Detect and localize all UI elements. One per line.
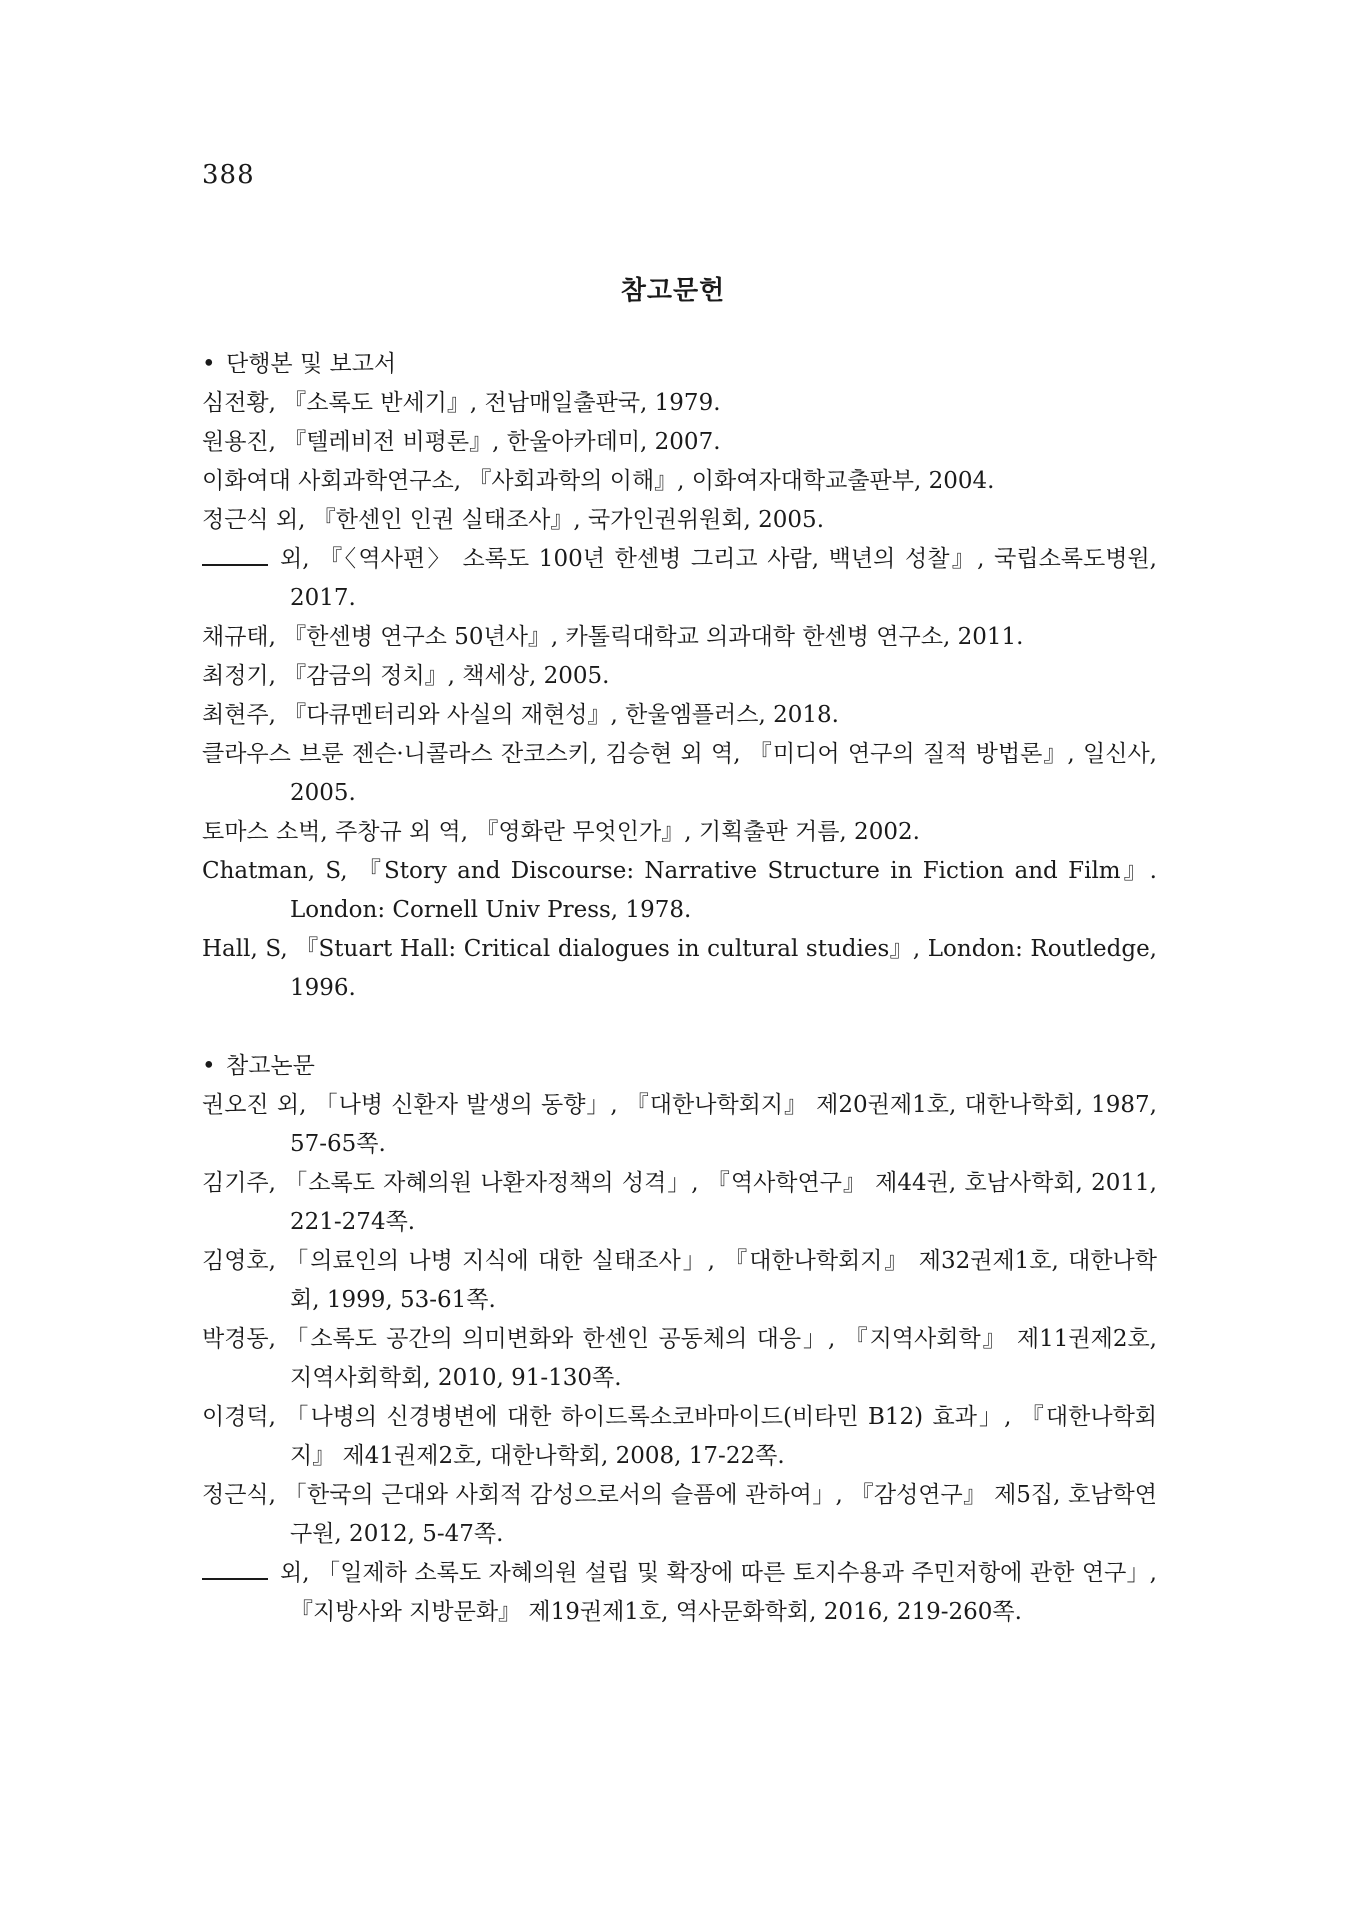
reference-text: 김영호, 「의료인의 나병 지식에 대한 실태조사」, 『대한나학회지』 제32권제1호, 대한나학회, 1999, 53-61쪽. [202, 1248, 1157, 1313]
reference-text: 박경동, 「소록도 공간의 의미변화와 한센인 공동체의 대응」, 『지역사회학』 제11권제2호, 지역사회학회, 2010, 91-130쪽. [202, 1326, 1157, 1391]
reference-text: 최정기, 『감금의 정치』, 책세상, 2005. [202, 663, 610, 689]
reference-text: 외, 「일제하 소록도 자혜의원 설립 및 확장에 따른 토지수용과 주민저항에 관한 연구」, 『지방사와 지방문화』 제19권제1호, 역사문화학회, 2016, 219-260쪽. [280, 1560, 1157, 1625]
reference-list-books [202, 384, 1157, 1008]
reference-text: 원용진, 『텔레비전 비평론』, 한울아카데미, 2007. [202, 429, 721, 455]
reference-text: Hall, S, 『Stuart Hall: Critical dialogues in cultural studies』, London: Routledge, 1996. [202, 936, 1157, 1001]
reference-text: 이경덕, 「나병의 신경병변에 대한 하이드록소코바마이드(비타민 B12) 효과」, 『대한나학회지』 제41권제2호, 대한나학회, 2008, 17-22쪽. [202, 1404, 1157, 1469]
reference-item [202, 930, 1157, 1008]
page-title: 참고문헌 [620, 276, 726, 306]
section-heading-books [202, 345, 1157, 384]
section-spacer [202, 1008, 1157, 1047]
reference-item [202, 1320, 1157, 1398]
references-content [202, 345, 1157, 1632]
reference-item [202, 1476, 1157, 1554]
reference-text: 외, 『〈역사편〉 소록도 100년 한센병 그리고 사람, 백년의 성찰』, 국립소록도병원, 2017. [280, 546, 1157, 611]
reference-item [202, 696, 1157, 735]
reference-item [202, 462, 1157, 501]
reference-item [202, 813, 1157, 852]
section-heading-papers [202, 1047, 1157, 1086]
section-papers [202, 1047, 1157, 1632]
reference-item [202, 852, 1157, 930]
same-author-dash [202, 544, 268, 566]
bullet-icon: • [202, 1053, 216, 1079]
reference-text: 정근식 외, 『한센인 인권 실태조사』, 국가인권위원회, 2005. [202, 507, 825, 533]
reference-item [202, 618, 1157, 657]
reference-text: 최현주, 『다큐멘터리와 사실의 재현성』, 한울엠플러스, 2018. [202, 702, 839, 728]
bullet-icon: • [202, 351, 216, 377]
page-number: 388 [202, 160, 255, 190]
reference-text: 김기주, 「소록도 자혜의원 나환자정책의 성격」, 『역사학연구』 제44권, 호남사학회, 2011, 221-274쪽. [202, 1170, 1157, 1235]
reference-item [202, 1086, 1157, 1164]
reference-item [202, 501, 1157, 540]
reference-item [202, 540, 1157, 618]
reference-text: 정근식, 「한국의 근대와 사회적 감성으로서의 슬픔에 관하여」, 『감성연구』 제5집, 호남학연구원, 2012, 5-47쪽. [202, 1482, 1157, 1547]
reference-item [202, 735, 1157, 813]
reference-item [202, 1242, 1157, 1320]
reference-text: 권오진 외, 「나병 신환자 발생의 동향」, 『대한나학회지』 제20권제1호, 대한나학회, 1987, 57-65쪽. [202, 1092, 1157, 1157]
section-heading-label: 참고논문 [226, 1053, 315, 1079]
reference-text: Chatman, S, 『Story and Discourse: Narrative Structure in Fiction and Film』. London: Cornell Univ Press, 1978. [202, 858, 1157, 923]
reference-text: 심전황, 『소록도 반세기』, 전남매일출판국, 1979. [202, 390, 721, 416]
reference-item [202, 1554, 1157, 1632]
reference-item [202, 1398, 1157, 1476]
reference-text: 클라우스 브룬 젠슨·니콜라스 잔코스키, 김승현 외 역, 『미디어 연구의 질적 방법론』, 일신사, 2005. [202, 741, 1157, 806]
same-author-dash [202, 1558, 268, 1580]
section-books [202, 345, 1157, 1008]
reference-item [202, 657, 1157, 696]
reference-item [202, 384, 1157, 423]
reference-item [202, 1164, 1157, 1242]
reference-text: 채규태, 『한센병 연구소 50년사』, 카톨릭대학교 의과대학 한센병 연구소, 2011. [202, 624, 1024, 650]
reference-text: 토마스 소벅, 주창규 외 역, 『영화란 무엇인가』, 기획출판 거름, 2002. [202, 819, 920, 845]
reference-list-papers [202, 1086, 1157, 1632]
reference-text: 이화여대 사회과학연구소, 『사회과학의 이해』, 이화여자대학교출판부, 2004. [202, 468, 995, 494]
section-heading-label: 단행본 및 보고서 [226, 351, 397, 377]
reference-item [202, 423, 1157, 462]
